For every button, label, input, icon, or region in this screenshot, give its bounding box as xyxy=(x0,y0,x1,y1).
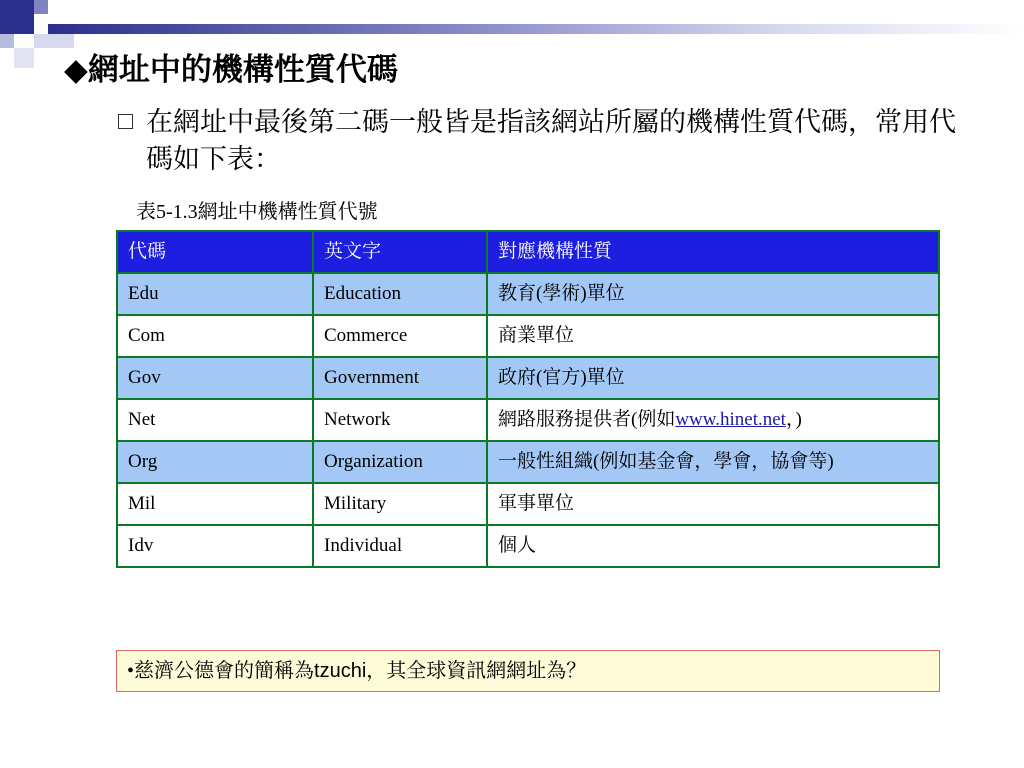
cell-code: Gov xyxy=(117,357,313,399)
header-cell-english: 英文字 xyxy=(313,231,487,273)
cell-type xyxy=(487,399,939,441)
hinet-link[interactable]: www.hinet.net xyxy=(675,409,786,430)
decor-square-faint xyxy=(14,48,34,68)
cell-type: 軍事單位 xyxy=(487,483,939,525)
header-cell-code: 代碼 xyxy=(117,231,313,273)
cell-english: Education xyxy=(313,273,487,315)
decor-square-pale xyxy=(34,34,74,48)
cell-type: 政府(官方)單位 xyxy=(487,357,939,399)
cell-type: 個人 xyxy=(487,525,939,567)
cell-code: Net xyxy=(117,399,313,441)
note-keyword: tzuchi xyxy=(314,660,367,682)
cell-type-suffix: ，) xyxy=(785,409,802,430)
table-row xyxy=(117,483,939,525)
cell-type: 商業單位 xyxy=(487,315,939,357)
table-row xyxy=(117,399,939,441)
cell-code: Com xyxy=(117,315,313,357)
cell-english: Military xyxy=(313,483,487,525)
cell-type: 一般性組織(例如基金會，學會，協會等) xyxy=(487,441,939,483)
bullet-text: 在網址中最後第二碼一般皆是指該網站所屬的機構性質代碼，常用代碼如下表： xyxy=(146,107,956,175)
cell-code: Edu xyxy=(117,273,313,315)
table-row xyxy=(117,273,939,315)
cell-english: Government xyxy=(313,357,487,399)
bullet-point xyxy=(118,104,958,178)
square-bullet-icon xyxy=(118,114,133,129)
cell-code: Idv xyxy=(117,525,313,567)
decor-square-mid xyxy=(34,0,48,14)
cell-english: Commerce xyxy=(313,315,487,357)
decor-square-dark xyxy=(0,0,34,34)
cell-code: Mil xyxy=(117,483,313,525)
cell-type: 教育(學術)單位 xyxy=(487,273,939,315)
table-header-row xyxy=(117,231,939,273)
cell-english: Organization xyxy=(313,441,487,483)
table-row xyxy=(117,315,939,357)
table-row xyxy=(117,441,939,483)
cell-type-prefix: 網路服務提供者(例如 xyxy=(498,409,676,430)
decor-gradient-bar xyxy=(48,24,1024,34)
table-caption: 表5-1.3網址中機構性質代號 xyxy=(136,201,378,223)
cell-english: Network xyxy=(313,399,487,441)
header-cell-type: 對應機構性質 xyxy=(487,231,939,273)
table-row xyxy=(117,525,939,567)
decor-square-light xyxy=(0,34,14,48)
slide-title: ◆網址中的機構性質代碼 xyxy=(64,52,398,88)
note-prefix: •慈濟公德會的簡稱為 xyxy=(127,660,315,682)
domain-code-table xyxy=(116,230,940,568)
note-suffix: ，其全球資訊網網址為？ xyxy=(366,660,587,682)
question-note xyxy=(116,650,940,692)
cell-code: Org xyxy=(117,441,313,483)
cell-english: Individual xyxy=(313,525,487,567)
table-row xyxy=(117,357,939,399)
